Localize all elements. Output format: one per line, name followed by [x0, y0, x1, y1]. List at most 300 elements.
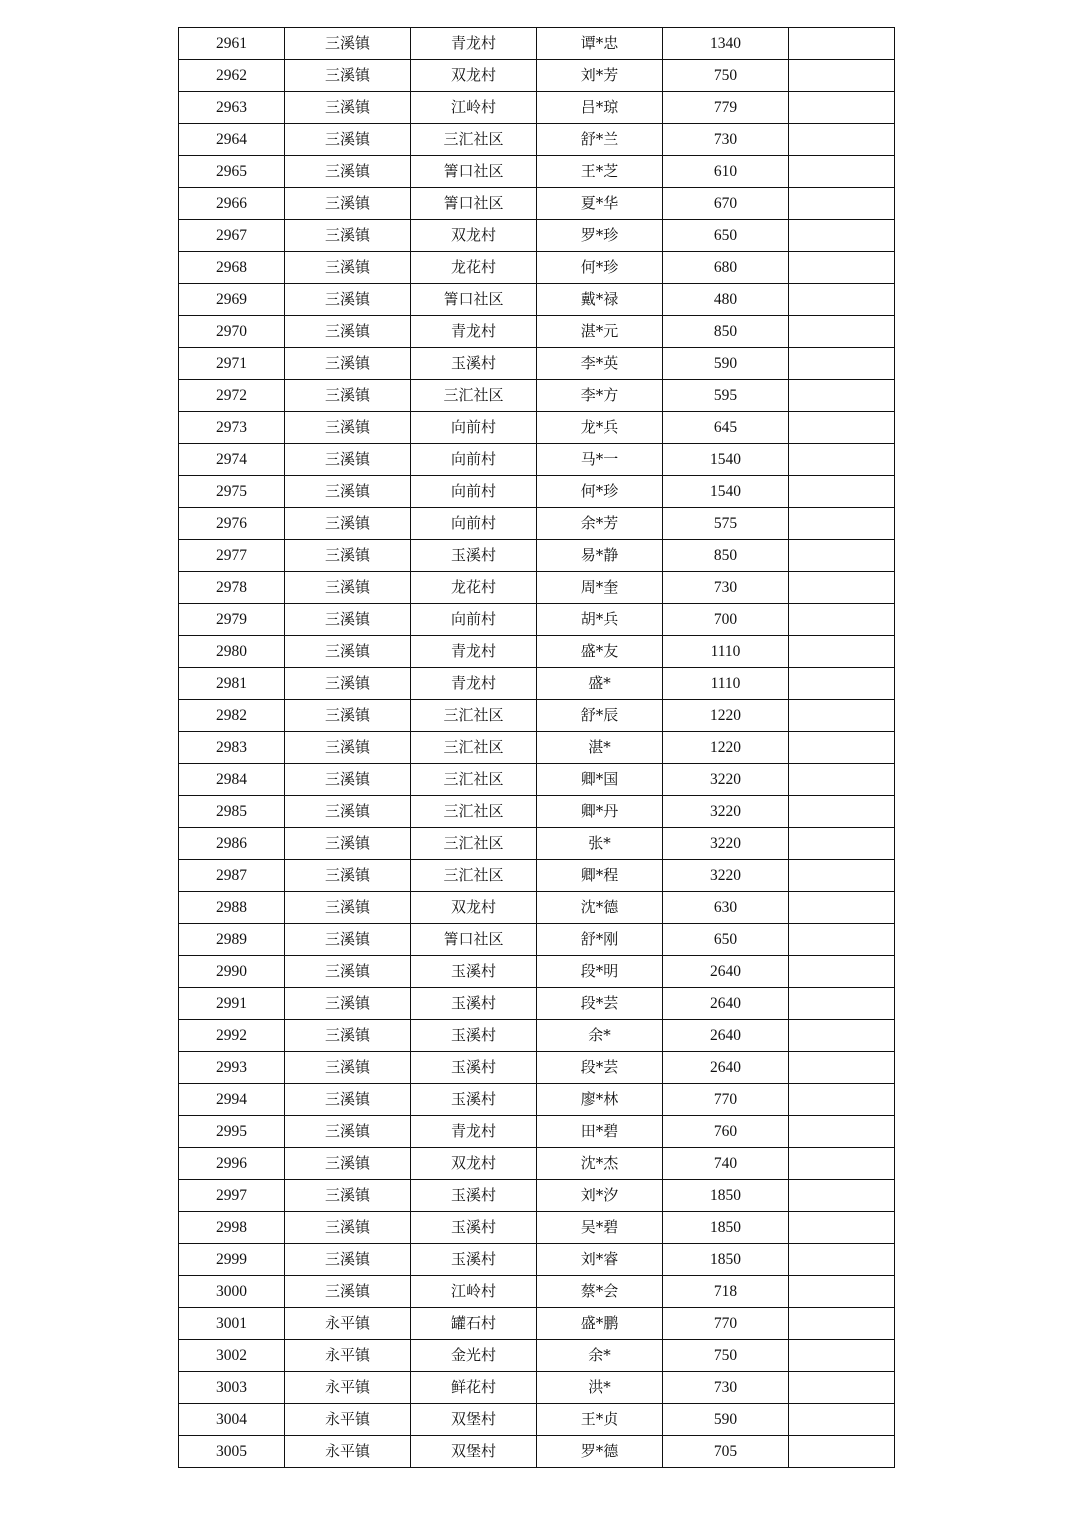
cell-note — [789, 828, 895, 860]
cell-town: 永平镇 — [285, 1404, 411, 1436]
cell-village: 玉溪村 — [411, 1020, 537, 1052]
cell-name: 马*一 — [537, 444, 663, 476]
cell-village: 江岭村 — [411, 1276, 537, 1308]
cell-amount: 740 — [663, 1148, 789, 1180]
cell-number: 2982 — [179, 700, 285, 732]
cell-town: 三溪镇 — [285, 796, 411, 828]
cell-village: 玉溪村 — [411, 956, 537, 988]
cell-town: 三溪镇 — [285, 1180, 411, 1212]
cell-amount: 1340 — [663, 28, 789, 60]
cell-amount: 3220 — [663, 796, 789, 828]
cell-amount: 2640 — [663, 1020, 789, 1052]
cell-number: 2993 — [179, 1052, 285, 1084]
table-row — [179, 796, 895, 828]
table-row — [179, 444, 895, 476]
cell-town: 三溪镇 — [285, 508, 411, 540]
cell-name: 戴*禄 — [537, 284, 663, 316]
cell-name: 湛*元 — [537, 316, 663, 348]
cell-number: 2969 — [179, 284, 285, 316]
cell-note — [789, 60, 895, 92]
cell-town: 三溪镇 — [285, 156, 411, 188]
cell-town: 三溪镇 — [285, 572, 411, 604]
cell-village: 青龙村 — [411, 28, 537, 60]
cell-note — [789, 1276, 895, 1308]
cell-name: 舒*兰 — [537, 124, 663, 156]
cell-note — [789, 284, 895, 316]
cell-amount: 630 — [663, 892, 789, 924]
cell-note — [789, 732, 895, 764]
cell-number: 2975 — [179, 476, 285, 508]
table-row — [179, 540, 895, 572]
cell-amount: 770 — [663, 1308, 789, 1340]
cell-village: 青龙村 — [411, 316, 537, 348]
cell-village: 向前村 — [411, 444, 537, 476]
table-row — [179, 1084, 895, 1116]
table-row — [179, 1116, 895, 1148]
cell-amount: 1850 — [663, 1212, 789, 1244]
cell-village: 青龙村 — [411, 1116, 537, 1148]
cell-number: 2979 — [179, 604, 285, 636]
cell-name: 余*芳 — [537, 508, 663, 540]
cell-name: 李*英 — [537, 348, 663, 380]
cell-note — [789, 1020, 895, 1052]
cell-village: 龙花村 — [411, 252, 537, 284]
cell-village: 双龙村 — [411, 220, 537, 252]
cell-note — [789, 572, 895, 604]
cell-village: 向前村 — [411, 476, 537, 508]
cell-name: 盛*鹏 — [537, 1308, 663, 1340]
cell-number: 2984 — [179, 764, 285, 796]
cell-number: 2990 — [179, 956, 285, 988]
cell-amount: 590 — [663, 348, 789, 380]
cell-amount: 700 — [663, 604, 789, 636]
cell-village: 双龙村 — [411, 1148, 537, 1180]
cell-name: 田*碧 — [537, 1116, 663, 1148]
table-body — [179, 28, 895, 1468]
cell-note — [789, 1116, 895, 1148]
table-row — [179, 828, 895, 860]
cell-town: 三溪镇 — [285, 444, 411, 476]
cell-town: 三溪镇 — [285, 732, 411, 764]
table-row — [179, 764, 895, 796]
cell-village: 向前村 — [411, 412, 537, 444]
cell-village: 箐口社区 — [411, 188, 537, 220]
table-row — [179, 1308, 895, 1340]
cell-note — [789, 860, 895, 892]
cell-name: 何*珍 — [537, 252, 663, 284]
cell-number: 2977 — [179, 540, 285, 572]
cell-note — [789, 28, 895, 60]
table-row — [179, 1020, 895, 1052]
cell-number: 3001 — [179, 1308, 285, 1340]
cell-note — [789, 412, 895, 444]
cell-name: 卿*丹 — [537, 796, 663, 828]
cell-name: 张* — [537, 828, 663, 860]
cell-town: 三溪镇 — [285, 1116, 411, 1148]
cell-amount: 850 — [663, 540, 789, 572]
cell-note — [789, 1212, 895, 1244]
cell-amount: 650 — [663, 924, 789, 956]
cell-note — [789, 1340, 895, 1372]
cell-number: 3000 — [179, 1276, 285, 1308]
cell-amount: 590 — [663, 1404, 789, 1436]
cell-note — [789, 156, 895, 188]
cell-amount: 718 — [663, 1276, 789, 1308]
cell-town: 三溪镇 — [285, 540, 411, 572]
cell-village: 玉溪村 — [411, 348, 537, 380]
table-row — [179, 636, 895, 668]
cell-note — [789, 796, 895, 828]
cell-amount: 650 — [663, 220, 789, 252]
cell-village: 金光村 — [411, 1340, 537, 1372]
cell-town: 三溪镇 — [285, 636, 411, 668]
cell-town: 三溪镇 — [285, 828, 411, 860]
table-row — [179, 156, 895, 188]
cell-name: 吕*琼 — [537, 92, 663, 124]
cell-amount: 3220 — [663, 828, 789, 860]
cell-amount: 575 — [663, 508, 789, 540]
cell-name: 何*珍 — [537, 476, 663, 508]
cell-amount: 610 — [663, 156, 789, 188]
cell-name: 王*贞 — [537, 1404, 663, 1436]
cell-village: 罐石村 — [411, 1308, 537, 1340]
cell-name: 吴*碧 — [537, 1212, 663, 1244]
cell-name: 段*明 — [537, 956, 663, 988]
cell-village: 三汇社区 — [411, 828, 537, 860]
table-row — [179, 476, 895, 508]
cell-number: 2989 — [179, 924, 285, 956]
cell-amount: 2640 — [663, 988, 789, 1020]
cell-number: 2968 — [179, 252, 285, 284]
cell-amount: 750 — [663, 60, 789, 92]
cell-name: 周*奎 — [537, 572, 663, 604]
cell-amount: 760 — [663, 1116, 789, 1148]
table-row — [179, 316, 895, 348]
table-row — [179, 412, 895, 444]
cell-name: 蔡*会 — [537, 1276, 663, 1308]
data-table — [178, 27, 895, 1468]
table-row — [179, 60, 895, 92]
cell-village: 双堡村 — [411, 1404, 537, 1436]
table-row — [179, 700, 895, 732]
cell-number: 2991 — [179, 988, 285, 1020]
table-row — [179, 956, 895, 988]
cell-number: 2976 — [179, 508, 285, 540]
cell-amount: 1540 — [663, 444, 789, 476]
cell-note — [789, 1372, 895, 1404]
cell-town: 三溪镇 — [285, 380, 411, 412]
cell-number: 2970 — [179, 316, 285, 348]
cell-number: 2988 — [179, 892, 285, 924]
cell-village: 玉溪村 — [411, 1212, 537, 1244]
table-row — [179, 1148, 895, 1180]
cell-name: 舒*刚 — [537, 924, 663, 956]
cell-number: 2980 — [179, 636, 285, 668]
cell-name: 余* — [537, 1020, 663, 1052]
cell-note — [789, 476, 895, 508]
cell-name: 卿*程 — [537, 860, 663, 892]
cell-village: 三汇社区 — [411, 124, 537, 156]
cell-amount: 480 — [663, 284, 789, 316]
table-row — [179, 380, 895, 412]
cell-town: 三溪镇 — [285, 1244, 411, 1276]
cell-amount: 670 — [663, 188, 789, 220]
table-row — [179, 1052, 895, 1084]
cell-number: 2994 — [179, 1084, 285, 1116]
cell-number: 2997 — [179, 1180, 285, 1212]
cell-note — [789, 1052, 895, 1084]
table-row — [179, 252, 895, 284]
cell-town: 三溪镇 — [285, 28, 411, 60]
cell-village: 三汇社区 — [411, 380, 537, 412]
cell-amount: 1850 — [663, 1180, 789, 1212]
cell-town: 三溪镇 — [285, 988, 411, 1020]
cell-number: 2985 — [179, 796, 285, 828]
table-row — [179, 668, 895, 700]
cell-name: 沈*杰 — [537, 1148, 663, 1180]
cell-number: 2995 — [179, 1116, 285, 1148]
cell-amount: 730 — [663, 572, 789, 604]
cell-amount: 3220 — [663, 860, 789, 892]
cell-name: 罗*德 — [537, 1436, 663, 1468]
cell-number: 2966 — [179, 188, 285, 220]
table-row — [179, 1180, 895, 1212]
cell-town: 三溪镇 — [285, 188, 411, 220]
table-row — [179, 28, 895, 60]
cell-town: 三溪镇 — [285, 1212, 411, 1244]
cell-name: 盛*友 — [537, 636, 663, 668]
cell-note — [789, 700, 895, 732]
cell-name: 廖*林 — [537, 1084, 663, 1116]
cell-village: 玉溪村 — [411, 1084, 537, 1116]
cell-number: 2974 — [179, 444, 285, 476]
cell-number: 2963 — [179, 92, 285, 124]
cell-note — [789, 924, 895, 956]
cell-amount: 1220 — [663, 700, 789, 732]
cell-town: 三溪镇 — [285, 220, 411, 252]
cell-name: 易*静 — [537, 540, 663, 572]
cell-amount: 730 — [663, 1372, 789, 1404]
cell-name: 刘*芳 — [537, 60, 663, 92]
cell-number: 2983 — [179, 732, 285, 764]
cell-note — [789, 956, 895, 988]
cell-village: 玉溪村 — [411, 540, 537, 572]
cell-name: 段*芸 — [537, 1052, 663, 1084]
cell-amount: 770 — [663, 1084, 789, 1116]
cell-village: 玉溪村 — [411, 988, 537, 1020]
cell-name: 龙*兵 — [537, 412, 663, 444]
cell-number: 3002 — [179, 1340, 285, 1372]
cell-amount: 3220 — [663, 764, 789, 796]
cell-name: 刘*睿 — [537, 1244, 663, 1276]
cell-number: 2971 — [179, 348, 285, 380]
cell-number: 2973 — [179, 412, 285, 444]
cell-number: 3004 — [179, 1404, 285, 1436]
cell-town: 永平镇 — [285, 1436, 411, 1468]
cell-town: 三溪镇 — [285, 860, 411, 892]
cell-town: 三溪镇 — [285, 892, 411, 924]
cell-village: 双龙村 — [411, 60, 537, 92]
cell-town: 三溪镇 — [285, 604, 411, 636]
cell-town: 永平镇 — [285, 1372, 411, 1404]
cell-number: 2972 — [179, 380, 285, 412]
cell-note — [789, 220, 895, 252]
table-row — [179, 572, 895, 604]
cell-name: 胡*兵 — [537, 604, 663, 636]
cell-amount: 595 — [663, 380, 789, 412]
cell-amount: 1540 — [663, 476, 789, 508]
cell-number: 2992 — [179, 1020, 285, 1052]
cell-town: 三溪镇 — [285, 92, 411, 124]
table-row — [179, 220, 895, 252]
table-row — [179, 508, 895, 540]
cell-town: 三溪镇 — [285, 124, 411, 156]
cell-village: 青龙村 — [411, 636, 537, 668]
cell-note — [789, 92, 895, 124]
cell-note — [789, 444, 895, 476]
cell-village: 三汇社区 — [411, 732, 537, 764]
cell-name: 沈*德 — [537, 892, 663, 924]
cell-note — [789, 1308, 895, 1340]
cell-town: 三溪镇 — [285, 1020, 411, 1052]
cell-number: 3005 — [179, 1436, 285, 1468]
cell-name: 舒*辰 — [537, 700, 663, 732]
cell-town: 三溪镇 — [285, 668, 411, 700]
cell-amount: 730 — [663, 124, 789, 156]
cell-note — [789, 764, 895, 796]
cell-amount: 1850 — [663, 1244, 789, 1276]
cell-amount: 645 — [663, 412, 789, 444]
cell-note — [789, 1148, 895, 1180]
table-row — [179, 924, 895, 956]
cell-number: 2986 — [179, 828, 285, 860]
cell-town: 三溪镇 — [285, 924, 411, 956]
cell-village: 箐口社区 — [411, 156, 537, 188]
cell-note — [789, 316, 895, 348]
cell-town: 三溪镇 — [285, 1052, 411, 1084]
cell-town: 三溪镇 — [285, 316, 411, 348]
cell-village: 玉溪村 — [411, 1180, 537, 1212]
cell-town: 永平镇 — [285, 1308, 411, 1340]
cell-town: 三溪镇 — [285, 1084, 411, 1116]
cell-village: 三汇社区 — [411, 796, 537, 828]
cell-number: 2961 — [179, 28, 285, 60]
cell-number: 2981 — [179, 668, 285, 700]
table-row — [179, 732, 895, 764]
cell-town: 三溪镇 — [285, 476, 411, 508]
cell-number: 2965 — [179, 156, 285, 188]
cell-town: 三溪镇 — [285, 700, 411, 732]
cell-village: 龙花村 — [411, 572, 537, 604]
cell-village: 三汇社区 — [411, 700, 537, 732]
cell-amount: 1110 — [663, 668, 789, 700]
cell-number: 2996 — [179, 1148, 285, 1180]
cell-village: 江岭村 — [411, 92, 537, 124]
cell-number: 2967 — [179, 220, 285, 252]
cell-note — [789, 668, 895, 700]
cell-village: 三汇社区 — [411, 860, 537, 892]
cell-town: 三溪镇 — [285, 412, 411, 444]
cell-note — [789, 508, 895, 540]
cell-name: 刘*汐 — [537, 1180, 663, 1212]
cell-town: 三溪镇 — [285, 284, 411, 316]
cell-note — [789, 1404, 895, 1436]
cell-village: 向前村 — [411, 604, 537, 636]
cell-note — [789, 124, 895, 156]
cell-town: 三溪镇 — [285, 60, 411, 92]
cell-name: 王*芝 — [537, 156, 663, 188]
cell-village: 玉溪村 — [411, 1052, 537, 1084]
cell-name: 洪* — [537, 1372, 663, 1404]
cell-number: 3003 — [179, 1372, 285, 1404]
cell-name: 盛* — [537, 668, 663, 700]
table-row — [179, 348, 895, 380]
cell-note — [789, 540, 895, 572]
cell-town: 三溪镇 — [285, 348, 411, 380]
cell-name: 卿*国 — [537, 764, 663, 796]
table-row — [179, 1436, 895, 1468]
cell-note — [789, 380, 895, 412]
cell-town: 永平镇 — [285, 1340, 411, 1372]
table-row — [179, 1372, 895, 1404]
cell-number: 2964 — [179, 124, 285, 156]
cell-note — [789, 252, 895, 284]
cell-note — [789, 892, 895, 924]
cell-note — [789, 1084, 895, 1116]
cell-name: 谭*忠 — [537, 28, 663, 60]
table-row — [179, 124, 895, 156]
table-row — [179, 1212, 895, 1244]
cell-number: 2962 — [179, 60, 285, 92]
table-row — [179, 860, 895, 892]
cell-name: 李*方 — [537, 380, 663, 412]
table-row — [179, 1404, 895, 1436]
cell-note — [789, 1436, 895, 1468]
table-row — [179, 188, 895, 220]
cell-note — [789, 188, 895, 220]
cell-note — [789, 1244, 895, 1276]
cell-village: 箐口社区 — [411, 924, 537, 956]
cell-name: 夏*华 — [537, 188, 663, 220]
cell-amount: 680 — [663, 252, 789, 284]
cell-number: 2978 — [179, 572, 285, 604]
cell-town: 三溪镇 — [285, 1276, 411, 1308]
table-row — [179, 604, 895, 636]
cell-number: 2987 — [179, 860, 285, 892]
cell-name: 段*芸 — [537, 988, 663, 1020]
cell-note — [789, 604, 895, 636]
table-row — [179, 988, 895, 1020]
cell-town: 三溪镇 — [285, 764, 411, 796]
cell-village: 箐口社区 — [411, 284, 537, 316]
table-row — [179, 92, 895, 124]
cell-note — [789, 1180, 895, 1212]
cell-amount: 1110 — [663, 636, 789, 668]
cell-village: 向前村 — [411, 508, 537, 540]
cell-village: 鲜花村 — [411, 1372, 537, 1404]
cell-amount: 779 — [663, 92, 789, 124]
cell-note — [789, 988, 895, 1020]
table-row — [179, 1340, 895, 1372]
table-row — [179, 1244, 895, 1276]
cell-note — [789, 636, 895, 668]
cell-number: 2999 — [179, 1244, 285, 1276]
cell-amount: 705 — [663, 1436, 789, 1468]
cell-name: 余* — [537, 1340, 663, 1372]
cell-amount: 1220 — [663, 732, 789, 764]
table-row — [179, 892, 895, 924]
table-row — [179, 1276, 895, 1308]
